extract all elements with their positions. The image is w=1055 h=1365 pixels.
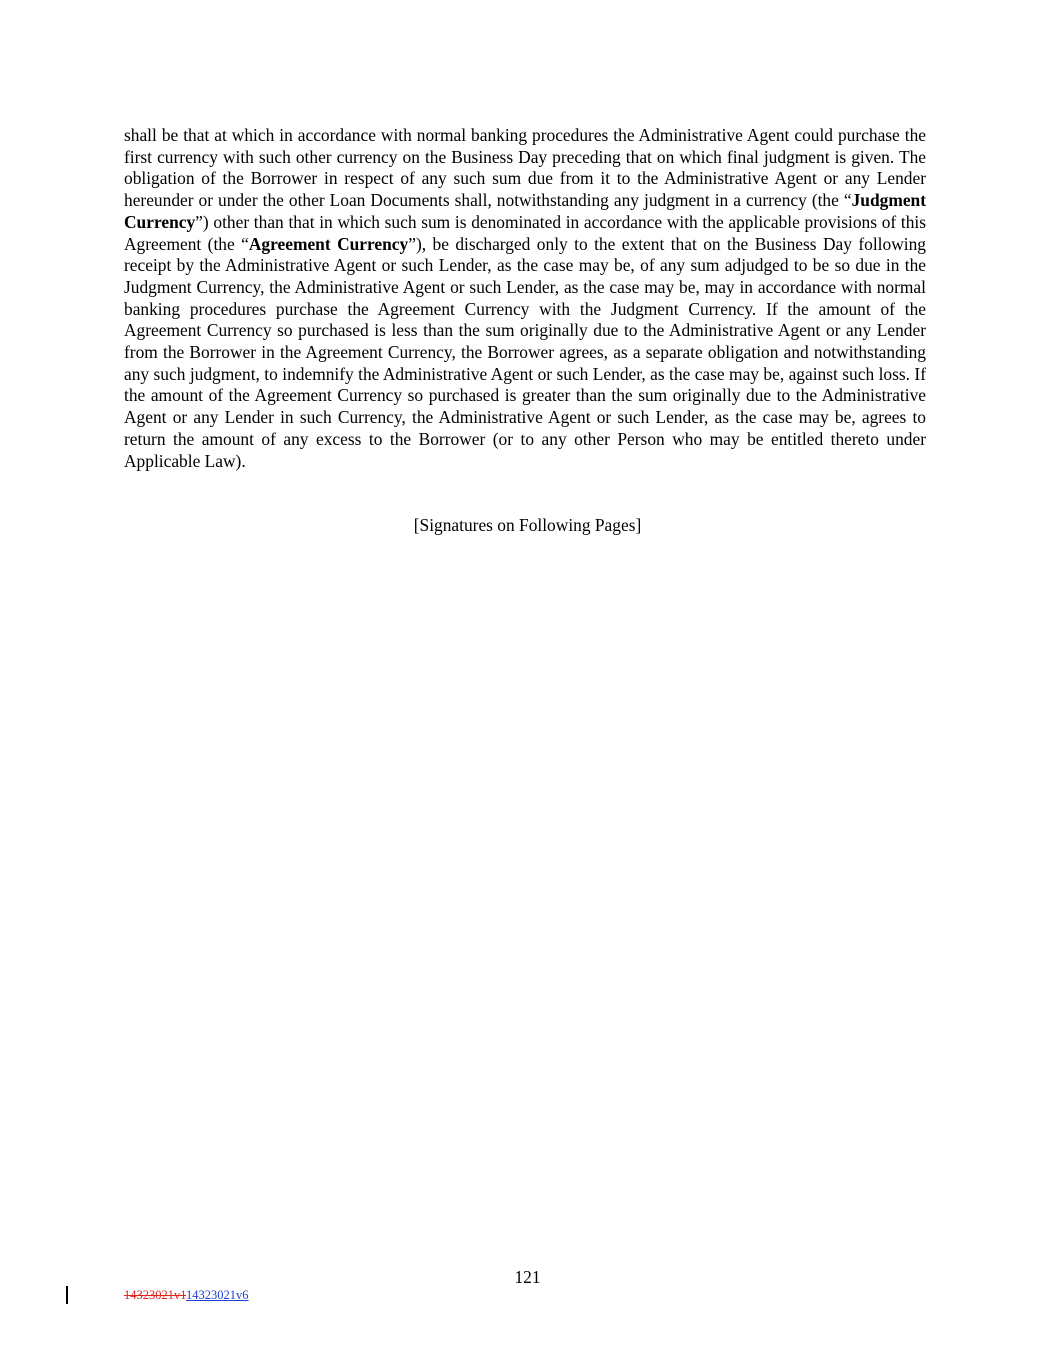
paragraph-text-part-1: shall be that at which in accordance with normal banking procedures the Administrative Agent could purchase the first currency with such other currency on the Business Day preceding that on which final judgment is given. The obligation of the Borrower in respect of any such sum due from it to the Administrative Agent or any Lender hereunder or under the other Loan Documents shall, notwithstanding any judgment in a currency (the “ xyxy=(124,125,926,211)
signature-pages-note: [Signatures on Following Pages] xyxy=(413,515,642,535)
revision-change-bar xyxy=(66,1286,68,1304)
inserted-document-id: 14323021v6 xyxy=(186,1288,249,1302)
deleted-document-id: 14323021v1 xyxy=(124,1288,187,1302)
paragraph-text-part-2: ”) other than that in which such sum is denominated in accordance with the applicable provisions of this Agreement (the “ xyxy=(124,211,926,254)
defined-term-agreement-currency: Agreement Currency xyxy=(248,233,409,254)
defined-term-judgment-currency: Judgment Currency xyxy=(124,190,926,232)
page-number: 121 xyxy=(514,1267,541,1287)
paragraph-text-part-3: ”), be discharged only to the extent that on the Business Day following receipt by the Administrative Agent or such Lender, as the case may be, of any sum adjudged to be so due in the Judgment Currency, the Administrative Agent or such Lender, as the case may be, may in accordance with normal banking procedures purchase the Agreement Currency with the Judgment Currency. If the amount of the Agreement Currency so purchased is less than the sum originally due to the Administrative Agent or any Lender from the Borrower in the Agreement Currency, the Borrower agrees, as a separate obligation and notwithstanding any such judgment, to indemnify the Administrative Agent or such Lender, as the case may be, against such loss. If the amount of the Agreement Currency so purchased is greater than the sum originally due to the Administrative Agent or any Lender in such Currency, the Administrative Agent or such Lender, as the case may be, agrees to return the amount of any excess to the Borrower (or to any other Person who may be entitled thereto under Applicable Law). xyxy=(124,233,926,471)
document-id-footer xyxy=(124,1288,249,1303)
judgment-currency-paragraph xyxy=(124,125,926,472)
